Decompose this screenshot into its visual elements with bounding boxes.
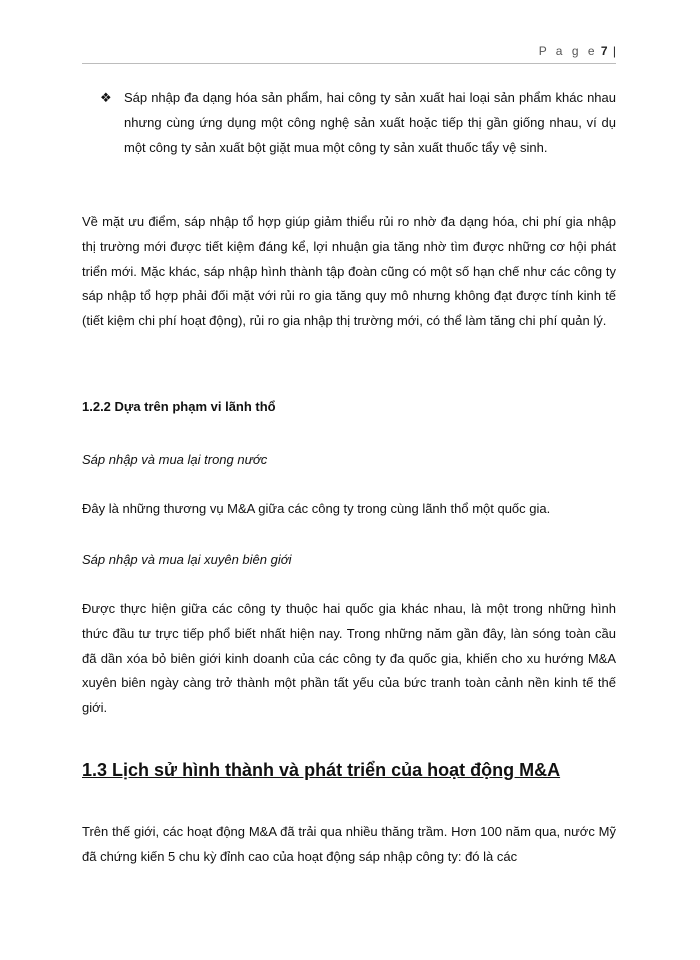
paragraph-advantages (82, 210, 616, 334)
paragraph-history-text: Trên thế giới, các hoạt động M&A đã trải qua nhiều thăng trầm. Hơn 100 năm qua, nước Mỹ đã chứng kiến 5 chu kỳ đỉnh cao của hoạt động sáp nhập công ty: đó là các (82, 824, 616, 864)
section-heading-1-2-2: 1.2.2 Dựa trên phạm vi lãnh thổ (82, 399, 276, 414)
subheading-domestic: Sáp nhập và mua lại trong nước (82, 452, 268, 467)
bullet-item (100, 86, 616, 160)
paragraph-domestic-text: Đây là những thương vụ M&A giữa các công ty trong cùng lãnh thổ một quốc gia. (82, 501, 551, 516)
header-separator: | (612, 44, 616, 58)
bullet-text: Sáp nhập đa dạng hóa sản phẩm, hai công ty sản xuất hai loại sản phẩm khác nhau nhưng cùng ứng dụng một công nghệ sản xuất hoặc tiếp thị gần giống nhau, ví dụ một công ty sản xuất bột giặt mua một công ty sản xuất thuốc tẩy vệ sinh. (124, 90, 616, 155)
paragraph-domestic (82, 497, 616, 522)
page-label: P a g e (538, 44, 598, 58)
page-number: 7 (600, 44, 608, 58)
page-header (82, 44, 616, 58)
paragraph-crossborder-text: Được thực hiện giữa các công ty thuộc hai quốc gia khác nhau, là một trong những hình thức đầu tư trực tiếp phổ biết nhất hiện nay. Trong những năm gần đây, làn sóng toàn cầu đã dần xóa bỏ biên giới kinh doanh của các công ty đa quốc gia, khiến cho xu hướng M&A xuyên biên ngày càng trở thành một phần tất yếu của bức tranh toàn cảnh nền kinh tế thế giới. (82, 601, 616, 716)
paragraph-crossborder (82, 597, 616, 721)
paragraph-history (82, 820, 616, 870)
section-heading-1-3: 1.3 Lịch sử hình thành và phát triển của hoạt động M&A (82, 760, 561, 780)
header-rule (82, 63, 616, 64)
subheading-crossborder: Sáp nhập và mua lại xuyên biên giới (82, 552, 292, 567)
paragraph-advantages-text: Về mặt ưu điểm, sáp nhập tổ hợp giúp giảm thiểu rủi ro nhờ đa dạng hóa, chi phí gia nhập thị trường mới được tiết kiệm đáng kể, lợi nhuận gia tăng nhờ tìm được những cơ hội phát triển mới. Mặc khác, sáp nhập hình thành tập đoàn cũng có một số hạn chế như các công ty sáp nhập tổ hợp phải đối mặt với rủi ro gia tăng quy mô nhưng không đạt được tính kinh tế (tiết kiệm chi phí hoạt động), rủi ro gia nhập thị trường mới, có thể làm tăng chi phí quản lý. (82, 214, 616, 329)
diamond-bullet-icon: ❖ (100, 90, 112, 105)
